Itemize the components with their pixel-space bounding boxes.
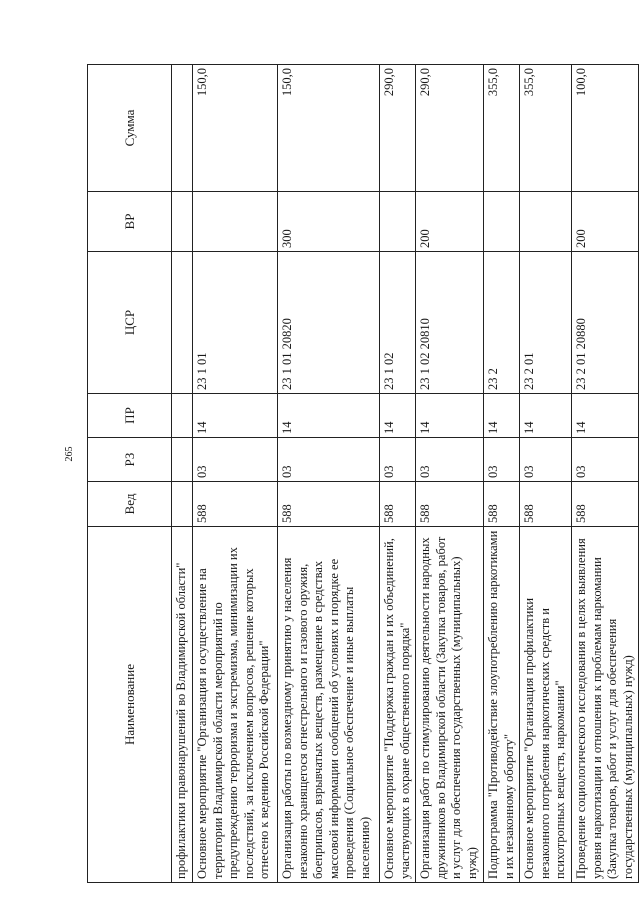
header-rz: РЗ (88, 438, 172, 482)
cell-ved: 588 (484, 482, 520, 527)
cell-name: Основное мероприятие "Организация и осуществление на территории Владимирской области мероприятий по предупреждению терроризма и экстремизма, минимизации их последствий, за исключением вопросов, решение которых отнесено к ведению Российской Федерации" (193, 527, 278, 883)
cell-rz: 03 (520, 438, 572, 482)
cell-name: профилактики правонарушений во Владимирской области" (172, 527, 193, 883)
cell-name: Организация работ по стимулированию деятельности народных дружинников во Владимирской области (Закупка товаров, работ и услуг для обеспечения государственных (муниципальных) нужд) (416, 527, 484, 883)
table-header-row (88, 65, 172, 883)
cell-csr (172, 252, 193, 394)
table-row (572, 65, 639, 883)
cell-ved: 588 (416, 482, 484, 527)
header-name: Наименование (88, 527, 172, 883)
table-row (172, 65, 193, 883)
cell-ved: 588 (380, 482, 416, 527)
cell-pr: 14 (193, 394, 278, 438)
cell-sum: 290,0 (380, 65, 416, 192)
cell-csr: 23 1 01 20820 (278, 252, 380, 394)
header-sum: Сумма (88, 65, 172, 192)
header-vr: ВР (88, 192, 172, 252)
cell-pr: 14 (380, 394, 416, 438)
cell-csr: 23 2 01 (520, 252, 572, 394)
cell-pr: 14 (416, 394, 484, 438)
cell-ved: 588 (278, 482, 380, 527)
table-row (380, 65, 416, 883)
cell-vr: 200 (572, 192, 639, 252)
cell-rz: 03 (572, 438, 639, 482)
table-row (416, 65, 484, 883)
cell-pr: 14 (520, 394, 572, 438)
cell-rz: 03 (193, 438, 278, 482)
cell-ved: 588 (193, 482, 278, 527)
cell-ved: 588 (572, 482, 639, 527)
budget-table-container (87, 65, 635, 883)
cell-vr: 300 (278, 192, 380, 252)
cell-vr (172, 192, 193, 252)
cell-sum: 290,0 (416, 65, 484, 192)
budget-table (87, 64, 639, 883)
cell-name: Подпрограмма "Противодействие злоупотреблению наркотиками и их незаконному обороту" (484, 527, 520, 883)
cell-sum (172, 65, 193, 192)
cell-sum: 355,0 (484, 65, 520, 192)
page-number: 265 (64, 446, 75, 462)
cell-name: Основное мероприятие "Поддержка граждан и их объединений, участвующих в охране общественного порядка" (380, 527, 416, 883)
cell-rz: 03 (416, 438, 484, 482)
cell-ved (172, 482, 193, 527)
cell-vr (520, 192, 572, 252)
cell-pr (172, 394, 193, 438)
cell-rz: 03 (380, 438, 416, 482)
cell-name: Основное мероприятие "Организация профилактики незаконного потребления наркотических средств и психотропных веществ, наркомании" (520, 527, 572, 883)
cell-pr: 14 (572, 394, 639, 438)
cell-ved: 588 (520, 482, 572, 527)
header-ved: Вед (88, 482, 172, 527)
cell-rz: 03 (484, 438, 520, 482)
cell-sum: 100,0 (572, 65, 639, 192)
cell-csr: 23 1 02 20810 (416, 252, 484, 394)
cell-pr: 14 (484, 394, 520, 438)
cell-rz: 03 (278, 438, 380, 482)
cell-sum: 150,0 (278, 65, 380, 192)
cell-name: Проведение социологического исследования в целях выявления уровня наркотизации и отношения к проблемам наркомании (Закупка товаров, работ и услуг для обеспечения государственных (муниципальных) нужд) (572, 527, 639, 883)
cell-name: Организация работы по возмездному принятию у населения незаконно хранящегося огнестрельного и газового оружия, боеприпасов, взрывчатых веществ, размещение в средствах массовой информации сообщений об условиях и порядке ее проведения (Социальное обеспечение и иные выплаты населению) (278, 527, 380, 883)
cell-csr: 23 1 01 (193, 252, 278, 394)
header-csr: ЦСР (88, 252, 172, 394)
cell-vr (193, 192, 278, 252)
table-row (193, 65, 278, 883)
table-row (484, 65, 520, 883)
table-row (278, 65, 380, 883)
table-row (520, 65, 572, 883)
cell-vr: 200 (416, 192, 484, 252)
cell-sum: 355,0 (520, 65, 572, 192)
cell-sum: 150,0 (193, 65, 278, 192)
cell-csr: 23 2 01 20880 (572, 252, 639, 394)
cell-csr: 23 1 02 (380, 252, 416, 394)
cell-vr (380, 192, 416, 252)
cell-pr: 14 (278, 394, 380, 438)
cell-vr (484, 192, 520, 252)
header-pr: ПР (88, 394, 172, 438)
cell-rz (172, 438, 193, 482)
cell-csr: 23 2 (484, 252, 520, 394)
